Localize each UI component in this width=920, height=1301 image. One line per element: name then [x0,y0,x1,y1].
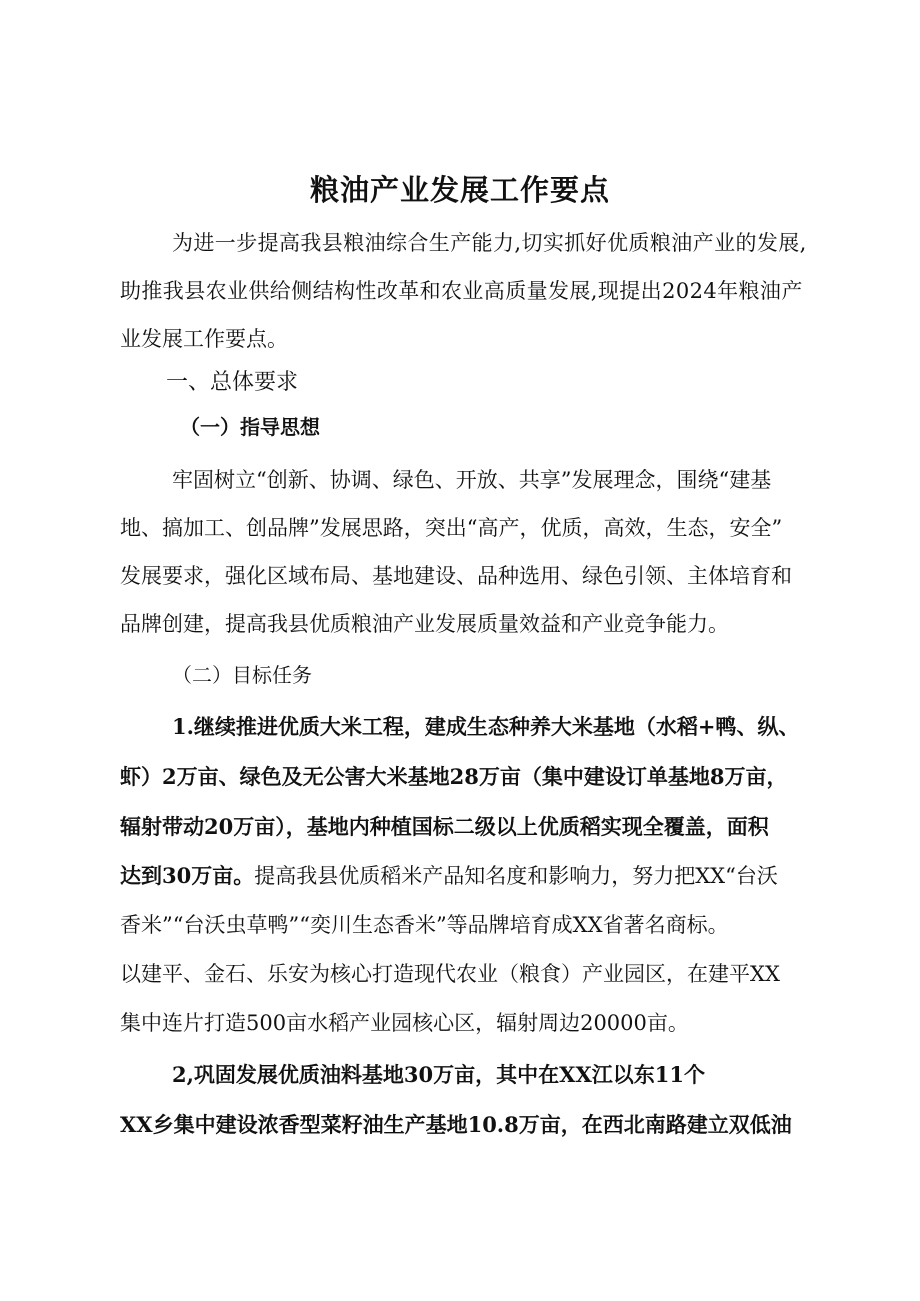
paragraph-line: 品牌创建，提高我县优质粮油产业发展质量效益和产业竞争能力。 [120,612,729,636]
paragraph-bold-segment: 达到30万亩。 [120,863,255,888]
intro-line: 业发展工作要点。 [120,327,288,351]
intro-line: 助推我县农业供给侧结构性改革和农业高质量发展,现提出2024年粮油产 [120,279,803,303]
paragraph-line: 地、搞加工、创品牌”发展思路，突出“高产，优质，高效，生态，安全” [120,516,783,540]
paragraph-segment: 提高我县优质稻米产品知名度和影响力，努力把XX“台沃 [254,864,778,888]
paragraph-line: 发展要求，强化区域布局、基地建设、品种选用、绿色引领、主体培育和 [120,564,792,588]
paragraph-line: XX乡集中建设浓香型菜籽油生产基地10.8万亩，在西北南路建立双低油 [120,1112,792,1137]
paragraph-line: 以建平、金石、乐安为核心打造现代农业（粮食）产业园区，在建平XX [120,962,780,986]
paragraph-line: 1.继续推进优质大米工程，建成生态种养大米基地（水稻+鸭、纵、 [172,714,800,739]
paragraph-line: 香米”“台沃虫草鸭”“奕川生态香米”等品牌培育成XX省著名商标。 [120,913,729,937]
intro-line: 为进一步提高我县粮油综合生产能力,切实抓好优质粮油产业的发展, [172,231,807,255]
paragraph-line: 牢固树立“创新、协调、绿色、开放、共享”发展理念，围绕“建基 [172,468,772,492]
paragraph-line [0,861,920,891]
subsection-heading: （一）指导思想 [180,415,320,439]
paragraph-line: 辐射带动20万亩），基地内种植国标二级以上优质稻实现全覆盖，面积 [120,814,769,839]
paragraph-line: 2,巩固发展优质油料基地30万亩，其中在XX江以东11个 [172,1062,705,1087]
subsection-heading: （二）目标任务 [172,663,312,687]
section-heading: 一、总体要求 [166,370,299,395]
document-title: 粮油产业发展工作要点 [309,173,610,207]
paragraph-line: 集中连片打造500亩水稻产业园核心区，辐射周边20000亩。 [120,1011,689,1035]
paragraph-line: 虾）2万亩、绿色及无公害大米基地28万亩（集中建设订单基地8万亩， [120,764,788,789]
